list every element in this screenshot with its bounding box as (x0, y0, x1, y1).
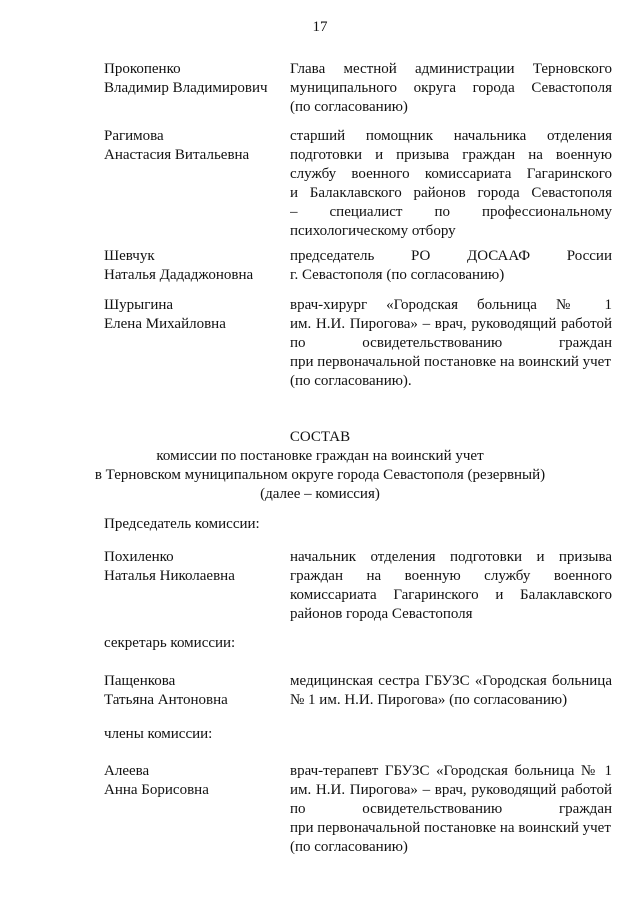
secretary-label: секретарь комиссии: (104, 635, 236, 651)
role-line: врач-терапевт ГБУЗС «Городская больница № 1 (290, 763, 612, 779)
role-line: муниципального округа города Севастополя (290, 80, 612, 96)
member-surname: Похиленко (104, 549, 174, 565)
role-line: им. Н.И. Пирогова» – врач, руководящий работой (290, 316, 612, 332)
member-name (104, 60, 284, 98)
member-name (104, 672, 284, 710)
members-label: члены комиссии: (104, 726, 213, 742)
member-name (104, 548, 284, 586)
member-surname: Алеева (104, 763, 150, 779)
member-surname: Рагимова (104, 128, 164, 144)
member-given-names: Елена Михайловна (104, 316, 226, 332)
role-line: по освидетельствованию граждан (290, 801, 612, 817)
heading-line: комиссии по постановке граждан на воинский учет (156, 448, 484, 464)
member-given-names: Анна Борисовна (104, 782, 209, 798)
role-line: председатель РО ДОСААФ России (290, 248, 612, 264)
role-line: по освидетельствованию граждан (290, 335, 612, 351)
role-line: начальник отделения подготовки и призыва (290, 549, 612, 565)
heading-title: СОСТАВ (289, 429, 351, 445)
role-line: при первоначальной постановке на воинский учет (290, 820, 611, 836)
role-line: № 1 им. Н.И. Пирогова» (по согласованию) (290, 692, 568, 708)
heading-line: (далее – комиссия) (260, 486, 380, 502)
member-role (290, 296, 612, 391)
member-surname: Шевчук (104, 248, 155, 264)
section-heading (0, 428, 640, 504)
member-name (104, 762, 284, 800)
role-line: медицинская сестра ГБУЗС «Городская больница (290, 673, 612, 689)
member-surname: Пащенкова (104, 673, 176, 689)
member-surname: Прокопенко (104, 61, 181, 77)
member-given-names: Наталья Дададжоновна (104, 267, 254, 283)
member-role (290, 672, 612, 710)
member-role (290, 127, 612, 241)
heading-line: в Терновском муниципальном округе города Севастополя (резервный) (94, 467, 546, 483)
member-given-names: Татьяна Антоновна (104, 692, 228, 708)
role-line: (по согласованию) (290, 839, 408, 855)
role-line: – специалист по профессиональному (290, 204, 612, 220)
member-name (104, 296, 284, 334)
member-role (290, 548, 612, 624)
role-line: комиссариата Гагаринского и Балаклавского (290, 587, 612, 603)
member-given-names: Анастасия Витальевна (104, 147, 250, 163)
role-line: (по согласованию) (290, 99, 408, 115)
member-given-names: Владимир Владимирович (104, 80, 268, 96)
member-given-names: Наталья Николаевна (104, 568, 235, 584)
member-name (104, 247, 284, 285)
role-line: врач-хирург «Городская больница № 1 (290, 297, 612, 313)
role-line: (по согласованию). (290, 373, 412, 389)
role-line: старший помощник начальника отделения (290, 128, 612, 144)
role-line: подготовки и призыва граждан на военную (290, 147, 612, 163)
role-line: службу военного комиссариата Гагаринского (290, 166, 612, 182)
role-line: при первоначальной постановке на воинский учет (290, 354, 611, 370)
role-line: и Балаклавского районов города Севастополя (290, 185, 612, 201)
role-line: районов города Севастополя (290, 606, 473, 622)
role-line: г. Севастополя (по согласованию) (290, 267, 505, 283)
member-role (290, 762, 612, 857)
chairman-label: Председатель комиссии: (104, 516, 260, 532)
role-line: им. Н.И. Пирогова» – врач, руководящий работой (290, 782, 612, 798)
member-surname: Шурыгина (104, 297, 174, 313)
page-number: 17 (312, 19, 328, 35)
member-name (104, 127, 284, 165)
member-role (290, 60, 612, 117)
role-line: граждан на военную службу военного (290, 568, 612, 584)
role-line: Глава местной администрации Терновского (290, 61, 612, 77)
member-role (290, 247, 612, 285)
role-line: психологическому отбору (290, 223, 456, 239)
